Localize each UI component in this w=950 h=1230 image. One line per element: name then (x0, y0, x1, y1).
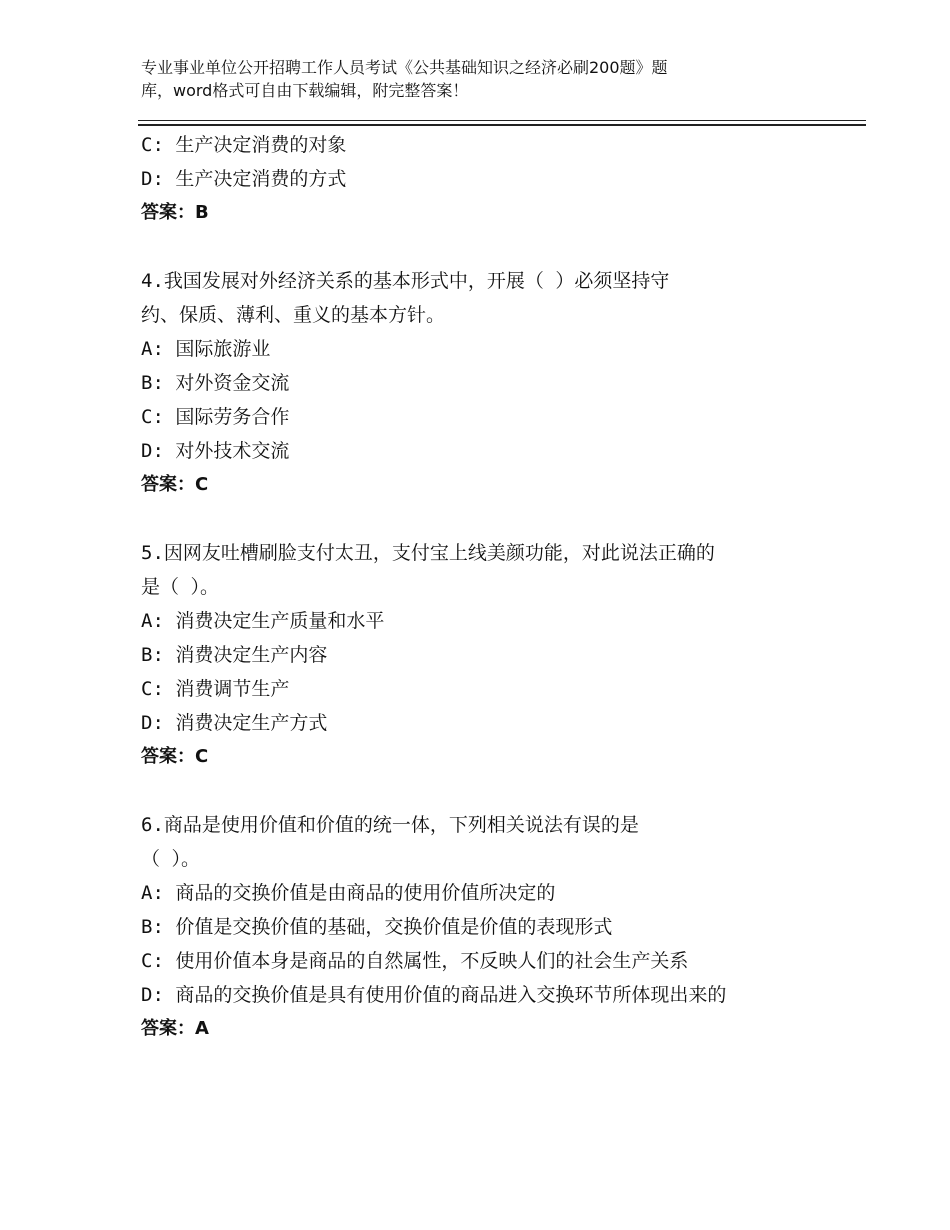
q5-option-b: B: 消费决定生产内容 (141, 644, 328, 666)
q3-option-c: C: 生产决定消费的对象 (141, 134, 347, 156)
header-divider (138, 120, 866, 126)
q6-stem-line-2: （ ）。 (141, 848, 200, 870)
q4-option-b: B: 对外资金交流 (141, 372, 290, 394)
spacer (141, 774, 861, 808)
q5-answer: 答案：C (141, 746, 209, 767)
q4-option-a: A: 国际旅游业 (141, 338, 271, 360)
q5-stem-line-2: 是（ ）。 (141, 576, 219, 598)
q6-option-a: A: 商品的交换价值是由商品的使用价值所决定的 (141, 882, 556, 904)
q5-option-c: C: 消费调节生产 (141, 678, 290, 700)
q4-stem-line-2: 约、保质、薄利、重义的基本方针。 (141, 304, 446, 326)
q3-option-d: D: 生产决定消费的方式 (141, 168, 347, 190)
q5-option-d: D: 消费决定生产方式 (141, 712, 328, 734)
q3-answer: 答案：B (141, 202, 209, 223)
q6-answer: 答案：A (141, 1018, 209, 1039)
question-4 (141, 264, 861, 502)
q6-option-d: D: 商品的交换价值是具有使用价值的商品进入交换环节所体现出来的 (141, 984, 727, 1006)
q6-option-b: B: 价值是交换价值的基础，交换价值是价值的表现形式 (141, 916, 613, 938)
q6-stem-line-1: 6.商品是使用价值和价值的统一体，下列相关说法有误的是 (141, 814, 639, 836)
q4-option-d: D: 对外技术交流 (141, 440, 290, 462)
q4-option-c: C: 国际劳务合作 (141, 406, 290, 428)
question-5 (141, 536, 861, 774)
header-title-line-2: 库，word格式可自由下载编辑，附完整答案！ (141, 81, 469, 100)
q4-answer: 答案：C (141, 474, 209, 495)
header-title-line-1: 专业事业单位公开招聘工作人员考试《公共基础知识之经济必刷200题》题 (141, 58, 668, 77)
question-3-tail (141, 128, 861, 230)
document-body (141, 128, 861, 1046)
page-header (141, 56, 781, 102)
spacer (141, 230, 861, 264)
spacer (141, 502, 861, 536)
q6-option-c: C: 使用价值本身是商品的自然属性，不反映人们的社会生产关系 (141, 950, 689, 972)
question-6 (141, 808, 861, 1046)
q5-option-a: A: 消费决定生产质量和水平 (141, 610, 385, 632)
q4-stem-line-1: 4.我国发展对外经济关系的基本形式中，开展（ ）必须坚持守 (141, 270, 670, 292)
q5-stem-line-1: 5.因网友吐槽刷脸支付太丑，支付宝上线美颜功能，对此说法正确的 (141, 542, 715, 564)
